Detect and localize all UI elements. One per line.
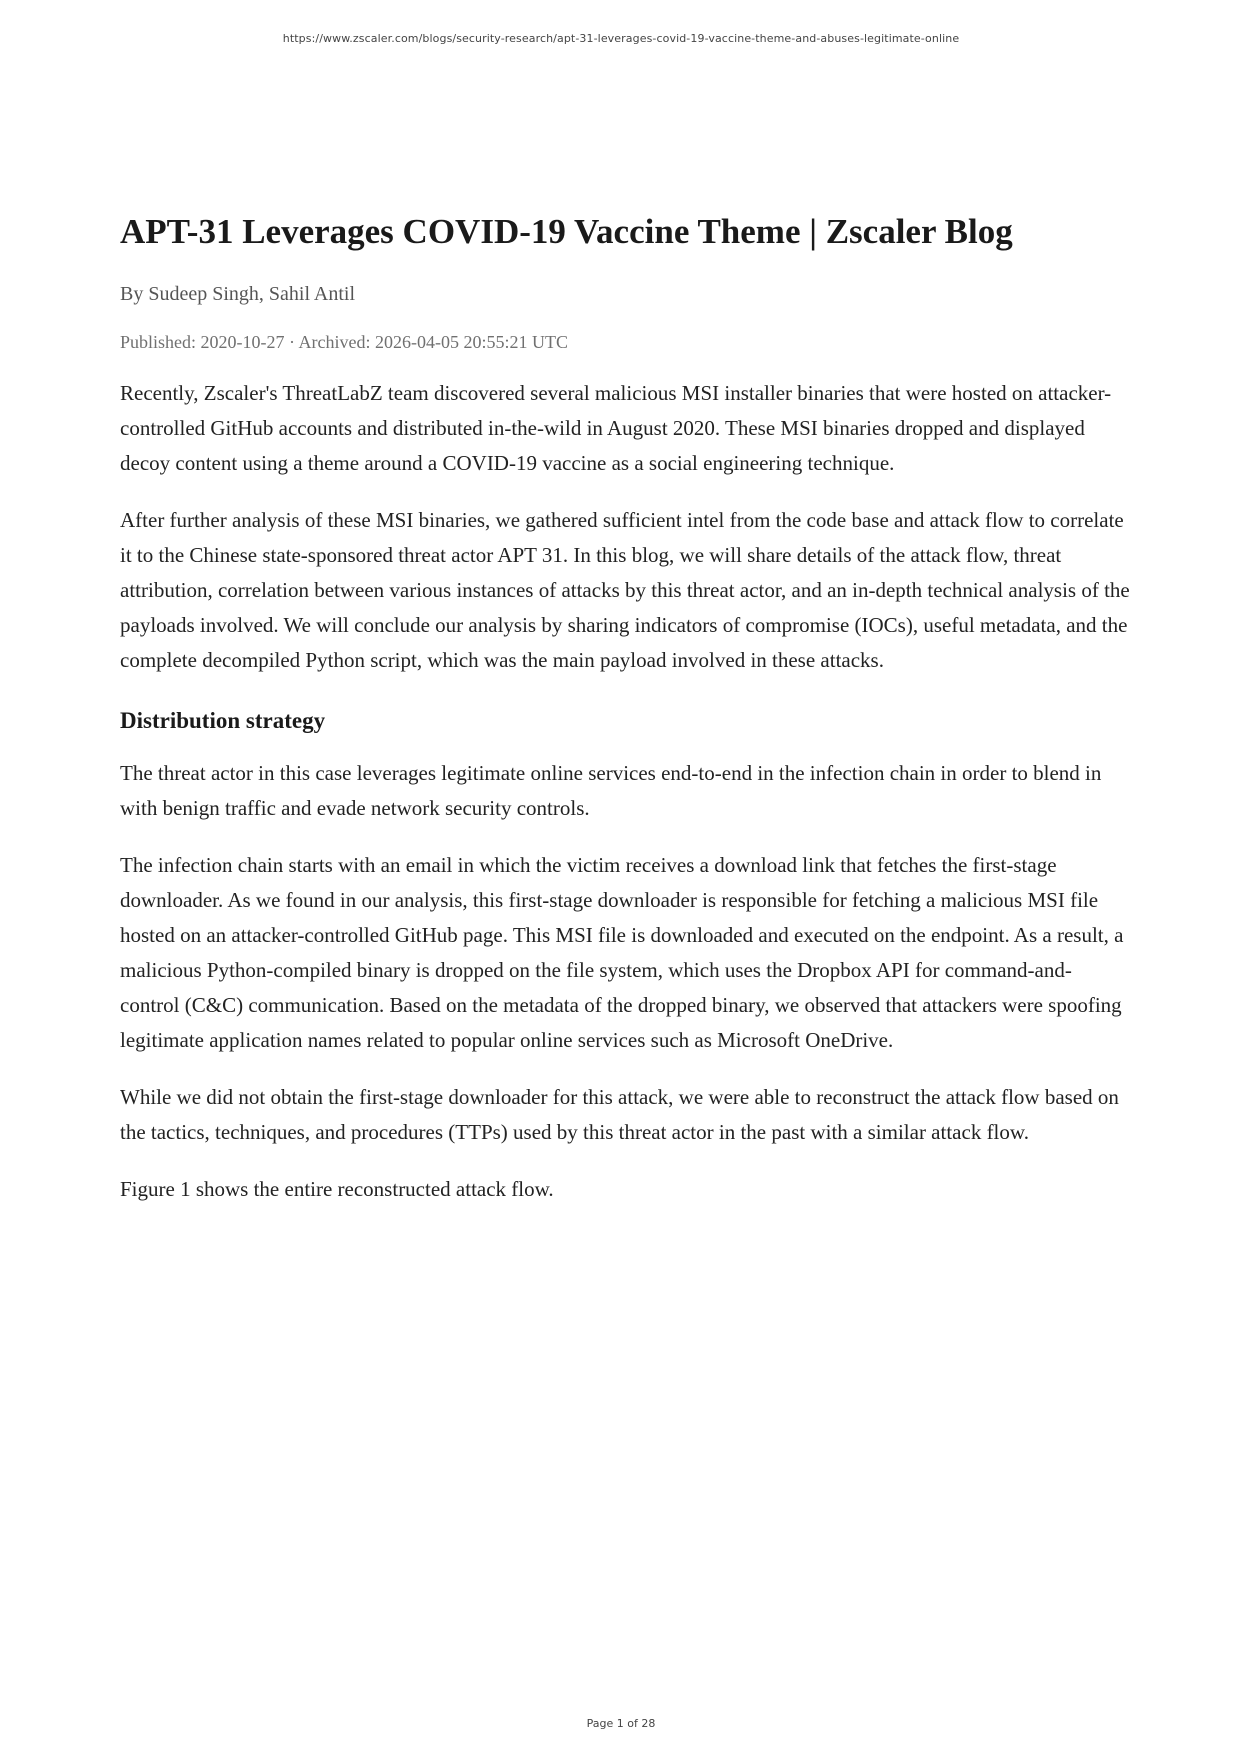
article-byline: By Sudeep Singh, Sahil Antil <box>120 283 356 305</box>
section-paragraph: While we did not obtain the first-stage downloader for this attack, we were able to reconstruct the attack flow based on the tactics, techniques, and procedures (TTPs) used by this threat actor in the past with a similar attack flow. <box>120 1085 1119 1144</box>
section-paragraph: The threat actor in this case leverages legitimate online services end-to-end in the infection chain in order to blend in with benign traffic and evade network security controls. <box>120 761 1102 820</box>
section-paragraph: The infection chain starts with an email in which the victim receives a download link that fetches the first-stage downloader. As we found in our analysis, this first-stage downloader is responsible for fetching a malicious MSI file hosted on an attacker-controlled GitHub page. This MSI file is downloaded and executed on the endpoint. As a result, a malicious Python-compiled binary is dropped on the file system, which uses the Dropbox API for command-and-control (C&C) communication. Based on the metadata of the dropped binary, we observed that attackers were spoofing legitimate application names related to popular online services such as Microsoft OneDrive. <box>120 853 1124 1052</box>
article-paragraph: Recently, Zscaler's ThreatLabZ team discovered several malicious MSI installer binaries that were hosted on attacker-controlled GitHub accounts and distributed in-the-wild in August 2020. These MSI binaries dropped and displayed decoy content using a theme around a COVID-19 vaccine as a social engineering technique. <box>120 381 1112 475</box>
article-title: APT-31 Leverages COVID-19 Vaccine Theme | Zscaler Blog <box>120 212 1013 251</box>
section-paragraph: Figure 1 shows the entire reconstructed attack flow. <box>120 1177 554 1201</box>
page-url-header: https://www.zscaler.com/blogs/security-research/apt-31-leverages-covid-19-vaccine-theme-and-abuses-legitimate-online <box>282 32 960 45</box>
article-meta: Published: 2020-10-27 · Archived: 2026-04-05 20:55:21 UTC <box>120 332 568 352</box>
section-heading: Distribution strategy <box>120 708 326 733</box>
article-content <box>120 210 1130 1229</box>
page-number: Page 1 of 28 <box>586 1717 656 1730</box>
article-paragraph: After further analysis of these MSI binaries, we gathered sufficient intel from the code base and attack flow to correlate it to the Chinese state-sponsored threat actor APT 31. In this blog, we will share details of the attack flow, threat attribution, correlation between various instances of attacks by this threat actor, and an in-depth technical analysis of the payloads involved. We will conclude our analysis by sharing indicators of compromise (IOCs), useful metadata, and the complete decompiled Python script, which was the main payload involved in these attacks. <box>120 508 1130 672</box>
